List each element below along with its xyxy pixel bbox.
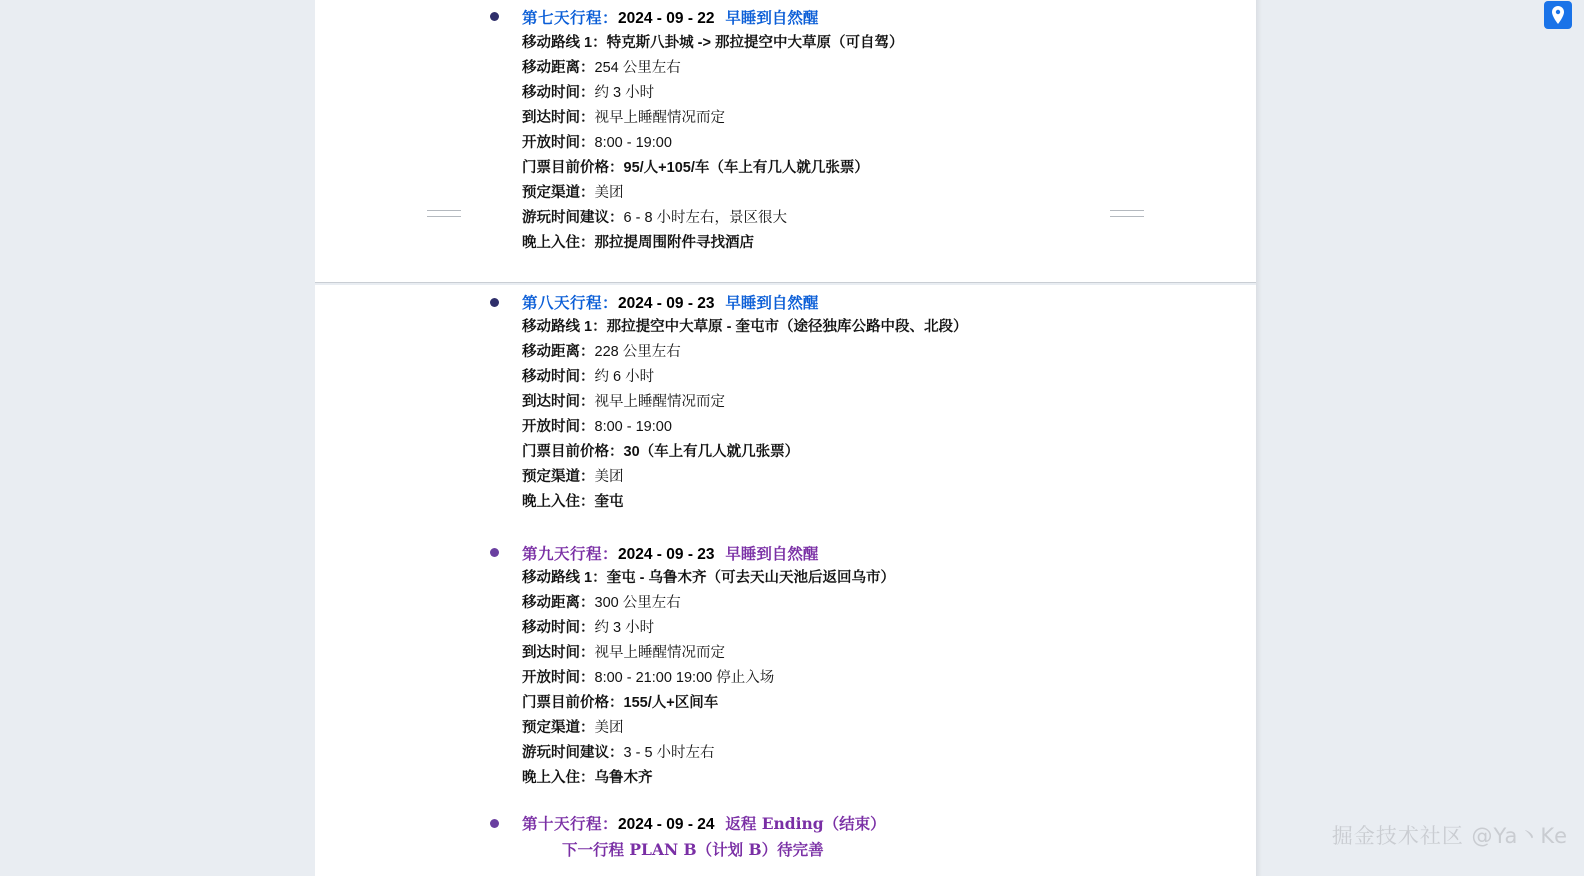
row-arrival — [522, 111, 725, 126]
row-booking-channel — [522, 186, 624, 201]
row-distance — [522, 596, 681, 611]
row-lodging — [522, 771, 653, 786]
row-route — [522, 571, 895, 586]
row-distance — [522, 61, 681, 76]
row-label: 到达时间： — [522, 110, 595, 126]
row-value: 美团 — [594, 469, 624, 485]
entry-heading — [522, 6, 818, 28]
row-label: 游玩时间建议： — [522, 745, 624, 761]
entry-date: 2024 - 09 - 24 — [618, 816, 715, 833]
row-ticket-price — [522, 445, 799, 460]
left-gutter — [0, 0, 106, 876]
list-bullet-icon — [490, 819, 499, 828]
row-value: 254 公里左右 — [594, 60, 681, 76]
entry-subline: 下一行程 PLAN B（计划 B）待完善 — [562, 840, 824, 859]
row-label: 移动路线 1： — [522, 35, 607, 51]
row-distance — [522, 345, 681, 360]
row-value: 乌鲁木齐 — [594, 770, 653, 786]
row-label: 预定渠道： — [522, 469, 595, 485]
entry-day-label: 第七天行程： — [522, 8, 619, 27]
row-value: 30（车上有几人就几张票） — [623, 444, 800, 460]
row-label: 移动距离： — [522, 60, 595, 76]
watermark: 掘金技术社区 @Ya丶Ke — [1331, 824, 1568, 848]
row-label: 移动时间： — [522, 369, 595, 385]
entry-note: 早睡到自然醒 — [725, 293, 819, 312]
row-value: 那拉提周围附件寻找酒店 — [594, 235, 754, 251]
row-value: 300 公里左右 — [594, 595, 681, 611]
row-label: 晚上入住： — [522, 770, 595, 786]
document-scroll-area[interactable] — [105, 0, 1584, 876]
entry-date: 2024 - 09 - 23 — [618, 546, 715, 563]
row-label: 游玩时间建议： — [522, 210, 624, 226]
row-open-hours — [522, 671, 774, 686]
row-label: 开放时间： — [522, 419, 595, 435]
row-label: 开放时间： — [522, 135, 595, 151]
row-visit-time — [522, 211, 787, 226]
page-break-mark-left — [427, 210, 461, 230]
row-label: 移动距离： — [522, 595, 595, 611]
row-label: 开放时间： — [522, 670, 595, 686]
document-page-1 — [315, 0, 1256, 283]
row-lodging — [522, 236, 754, 251]
row-value: 奎屯 — [594, 494, 624, 510]
entry-day-label: 第八天行程： — [522, 293, 619, 312]
document-page-2 — [315, 285, 1256, 876]
row-route — [522, 320, 967, 335]
row-ticket-price — [522, 696, 718, 711]
row-label: 晚上入住： — [522, 235, 595, 251]
row-value: 视早上睡醒情况而定 — [594, 394, 725, 410]
row-label: 门票目前价格： — [522, 160, 624, 176]
row-ticket-price — [522, 161, 869, 176]
row-label: 移动时间： — [522, 85, 595, 101]
row-label: 晚上入住： — [522, 494, 595, 510]
row-value: 8:00 - 19:00 — [594, 135, 672, 151]
row-arrival — [522, 646, 725, 661]
row-value: 约 6 小时 — [594, 369, 655, 385]
row-value: 美团 — [594, 720, 624, 736]
row-duration — [522, 621, 654, 636]
row-label: 移动路线 1： — [522, 570, 607, 586]
row-value: 8:00 - 21:00 19:00 停止入场 — [594, 670, 775, 686]
entry-heading — [522, 542, 818, 564]
row-open-hours — [522, 136, 672, 151]
row-value: 约 3 小时 — [594, 620, 655, 636]
page-edge-shadow — [1256, 0, 1262, 876]
row-value: 95/人+105/车（车上有几人就几张票） — [623, 160, 869, 176]
row-value: 8:00 - 19:00 — [594, 419, 672, 435]
entry-day-label: 第九天行程： — [522, 544, 619, 563]
entry-heading — [522, 291, 818, 313]
row-value: 奎屯 - 乌鲁木齐（可去天山天池后返回乌市） — [606, 570, 895, 586]
entry-day-label: 第十天行程： — [522, 814, 619, 833]
row-duration — [522, 86, 654, 101]
row-route — [522, 36, 903, 51]
entry-note: 早睡到自然醒 — [725, 544, 819, 563]
row-value: 视早上睡醒情况而定 — [594, 645, 725, 661]
entry-date: 2024 - 09 - 23 — [618, 295, 715, 312]
entry-note: 早睡到自然醒 — [725, 8, 819, 27]
row-label: 到达时间： — [522, 645, 595, 661]
row-value: 6 - 8 小时左右，景区很大 — [623, 210, 788, 226]
row-value: 3 - 5 小时左右 — [623, 745, 715, 761]
row-label: 门票目前价格： — [522, 695, 624, 711]
row-open-hours — [522, 420, 672, 435]
row-value: 约 3 小时 — [594, 85, 655, 101]
row-value: 228 公里左右 — [594, 344, 681, 360]
row-visit-time — [522, 746, 715, 761]
list-bullet-icon — [490, 548, 499, 557]
row-booking-channel — [522, 470, 624, 485]
row-value: 那拉提空中大草原 - 奎屯市（途径独库公路中段、北段） — [606, 319, 968, 335]
row-label: 移动距离： — [522, 344, 595, 360]
entry-date: 2024 - 09 - 22 — [618, 10, 715, 27]
entry-heading — [522, 812, 886, 834]
row-label: 门票目前价格： — [522, 444, 624, 460]
row-label: 预定渠道： — [522, 720, 595, 736]
list-bullet-icon — [490, 298, 499, 307]
row-label: 到达时间： — [522, 394, 595, 410]
map-pin-icon[interactable] — [1544, 1, 1572, 29]
entry-note: 返程 Ending（结束） — [725, 814, 886, 833]
row-label: 移动路线 1： — [522, 319, 607, 335]
list-bullet-icon — [490, 12, 499, 21]
row-lodging — [522, 495, 624, 510]
row-arrival — [522, 395, 725, 410]
row-label: 预定渠道： — [522, 185, 595, 201]
row-label: 移动时间： — [522, 620, 595, 636]
page-break-mark-right — [1110, 210, 1144, 230]
row-value: 美团 — [594, 185, 624, 201]
row-value: 155/人+区间车 — [623, 695, 719, 711]
row-value: 特克斯八卦城 -> 那拉提空中大草原（可自驾） — [606, 35, 904, 51]
row-duration — [522, 370, 654, 385]
row-booking-channel — [522, 721, 624, 736]
row-value: 视早上睡醒情况而定 — [594, 110, 725, 126]
